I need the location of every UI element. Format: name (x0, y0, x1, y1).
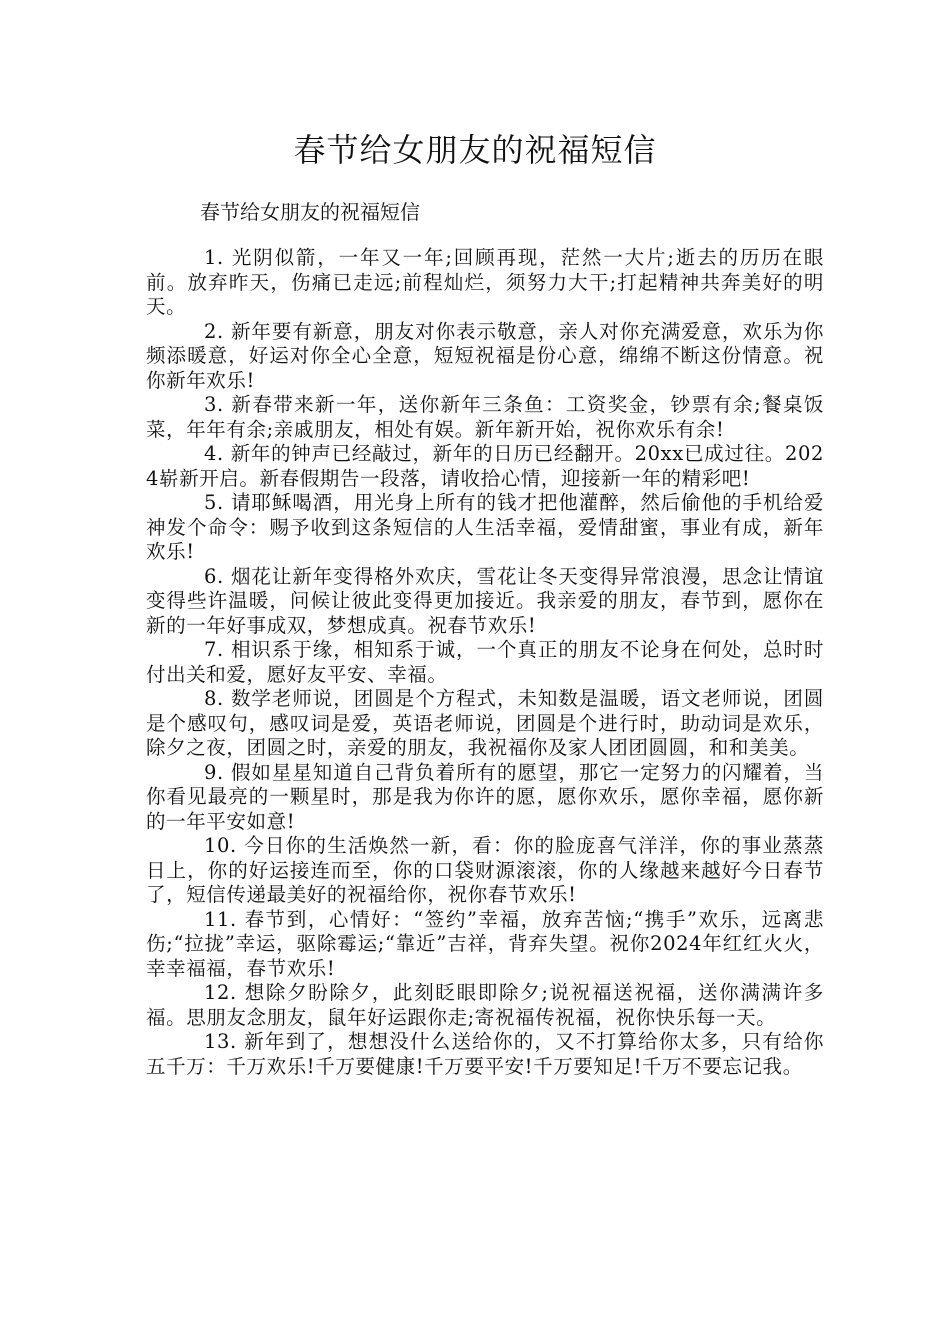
paragraph: 1. 光阴似箭，一年又一年;回顾再现，茫然一大片;逝去的历历在眼前。放弃昨天，伤痛已走远;前程灿烂，须努力大干;打起精神共奔美好的明天。 (146, 246, 824, 318)
paragraph: 11. 春节到，心情好：“签约”幸福，放弃苦恼;“携手”欢乐，远离悲伤;“拉拢”幸运，驱除霉运;“靠近”吉祥，背弃失望。祝你2024年红红火火，幸幸福福，春节欢乐! (146, 907, 824, 980)
paragraph: 7. 相识系于缘，相知系于诚，一个真正的朋友不论身在何处，总时时付出关和爱，愿好友平安、幸福。 (146, 638, 824, 686)
paragraph: 13. 新年到了，想想没什么送给你的，又不打算给你太多，只有给你五千万：千万欢乐!千万要健康!千万要平安!千万要知足!千万不要忘记我。 (146, 1030, 824, 1078)
page-title: 春节给女朋友的祝福短信 (293, 131, 657, 169)
paragraph: 4. 新年的钟声已经敲过，新年的日历已经翻开。20xx已成过往。2024崭新开启。新春假期告一段落，请收拾心情，迎接新一年的精彩吧! (146, 442, 824, 490)
paragraph: 12. 想除夕盼除夕，此刻眨眼即除夕;说祝福送祝福，送你满满许多福。思朋友念朋友，鼠年好运跟你走;寄祝福传祝福，祝你快乐每一天。 (146, 981, 824, 1029)
paragraph: 9. 假如星星知道自己背负着所有的愿望，那它一定努力的闪耀着，当你看见最亮的一颗星时，那是我为你许的愿，愿你欢乐，愿你幸福，愿你新的一年平安如意! (146, 760, 824, 833)
paragraph: 5. 请耶稣喝酒，用光身上所有的钱才把他灌醉，然后偷他的手机给爱神发个命令：赐予收到这条短信的人生活幸福，爱情甜蜜，事业有成，新年欢乐! (146, 491, 824, 563)
paragraph: 8. 数学老师说，团圆是个方程式，未知数是温暖，语文老师说，团圆是个感叹句，感叹词是爱，英语老师说，团圆是个进行时，助动词是欢乐，除夕之夜，团圆之时，亲爱的朋友，我祝福你及家人团团圆圆，和和美美。 (146, 687, 824, 759)
paragraph: 3. 新春带来新一年，送你新年三条鱼：工资奖金，钞票有余;餐桌饭菜，年年有余;亲戚朋友，相处有娱。新年新开始，祝你欢乐有余! (146, 393, 824, 441)
document-body (146, 246, 824, 1079)
paragraph: 6. 烟花让新年变得格外欢庆，雪花让冬天变得异常浪漫，思念让情谊变得些许温暖，问候让彼此变得更加接近。我亲爱的朋友，春节到，愿你在新的一年好事成双，梦想成真。祝春节欢乐! (146, 564, 824, 637)
document-subtitle: 春节给女朋友的祝福短信 (200, 200, 420, 224)
paragraph: 10. 今日你的生活焕然一新，看：你的脸庞喜气洋洋，你的事业蒸蒸日上，你的好运接连而至，你的口袋财源滚滚，你的人缘越来越好今日春节了，短信传递最美好的祝福给你，祝你春节欢乐! (146, 834, 824, 906)
paragraph: 2. 新年要有新意，朋友对你表示敬意，亲人对你充满爱意，欢乐为你频添暖意，好运对你全心全意，短短祝福是份心意，绵绵不断这份情意。祝你新年欢乐! (146, 319, 824, 392)
